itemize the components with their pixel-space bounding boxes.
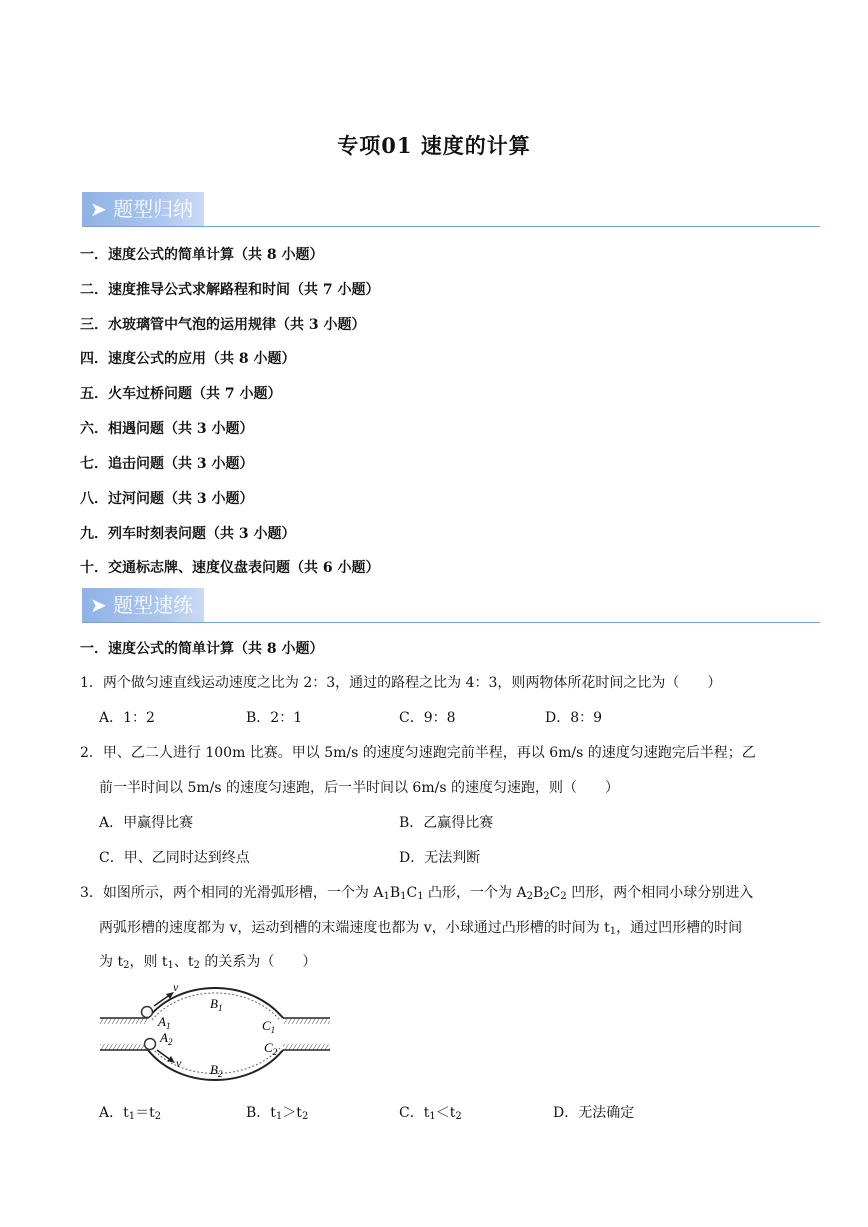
toc-item: 十．交通标志牌、速度仪盘表问题（共 6 小题） [80,560,380,576]
q1-option-c: C．9：8 [399,710,456,726]
toc-item: 八．过河问题（共 3 小题） [80,491,254,507]
ground-hatch [100,1044,148,1050]
label-v-top: v [173,982,179,994]
question-1-stem: 1．两个做匀速直线运动速度之比为 2：3，通过的路程之比为 4：3，则两物体所花时间之比为（ ） [80,675,722,691]
toc-item: 一．速度公式的简单计算（共 8 小题） [80,247,324,263]
question-3-stem-line2: 两弧形槽的速度都为 v，运动到槽的末端速度也都为 v，小球通过凸形槽的时间为 $t_1$，通过凹形槽的时间 [99,920,743,937]
toc-item: 五．火车过桥问题（共 7 小题） [80,386,282,402]
section-divider [82,622,820,623]
ball-icon [142,1007,153,1018]
q2-option-d: D．无法判断 [399,850,481,866]
ground-hatch [283,1044,330,1050]
label-a2: $A_2$ [160,1030,173,1047]
arrowhead-icon [167,1056,175,1063]
section-header-summary [82,192,820,228]
label-b1: $B_1$ [210,996,223,1013]
practice-subheading: 一．速度公式的简单计算（共 8 小题） [80,641,324,657]
section-divider [82,226,820,227]
q3-option-d: D．无法确定 [553,1105,635,1121]
q3-option-b: B．$t_1>t_2$ [246,1105,309,1122]
toc-item: 七．追击问题（共 3 小题） [80,456,254,472]
q2-option-a: A．甲赢得比赛 [99,815,194,831]
label-a1: $A_1$ [158,1014,171,1031]
page-title: 专项01 速度的计算 [337,133,531,158]
toc-item: 二．速度推导公式求解路程和时间（共 7 小题） [80,282,380,298]
ground-hatch [283,1018,330,1024]
q2-option-b: B．乙赢得比赛 [399,815,494,831]
q3-option-a: A．$t_1=t_2$ [99,1105,162,1122]
q1-option-b: B．2：1 [246,710,303,726]
groove-diagram [100,982,330,1086]
section-header-practice [82,588,820,624]
q1-option-a: A．1：2 [99,710,155,726]
q3-option-c: C．$t_1<t_2$ [399,1105,462,1122]
question-2-stem-line1: 2．甲、乙二人进行 100m 比赛。甲以 5m/s 的速度匀速跑完前半程，再以 6m/s 的速度匀速跑完后半程；乙 [80,745,756,761]
question-3-stem-line1: 3．如图所示，两个相同的光滑弧形槽，一个为 $A_1B_1C_1$ 凸形，一个为 $A_2B_2C_2$ 凹形，两个相同小球分别进入 [80,885,754,902]
toc-item: 九．列车时刻表问题（共 3 小题） [80,526,296,542]
label-v-bottom: v [176,1056,182,1070]
ground-hatch [100,1018,148,1024]
q1-option-d: D．8：9 [545,710,603,726]
section-tag-label: ➤ 题型速练 [82,588,204,622]
section-tag-label: ➤ 题型归纳 [82,192,204,226]
ball-icon [145,1039,156,1050]
label-b2: $B_2$ [210,1062,223,1079]
toc-item: 三．水玻璃管中气泡的运用规律（共 3 小题） [80,317,366,333]
question-3-stem-line3: 为 $t_2$，则 $t_1$、$t_2$ 的关系为（ ） [99,954,317,971]
q2-option-c: C．甲、乙同时达到终点 [99,850,250,866]
toc-item: 四．速度公式的应用（共 8 小题） [80,351,296,367]
toc-item: 六．相遇问题（共 3 小题） [80,421,254,437]
label-c1: $C_1$ [262,1018,276,1035]
question-2-stem-line2: 前一半时间以 5m/s 的速度匀速跑，后一半时间以 6m/s 的速度匀速跑，则（ ） [99,780,619,796]
label-c2: $C_2$ [264,1040,278,1057]
